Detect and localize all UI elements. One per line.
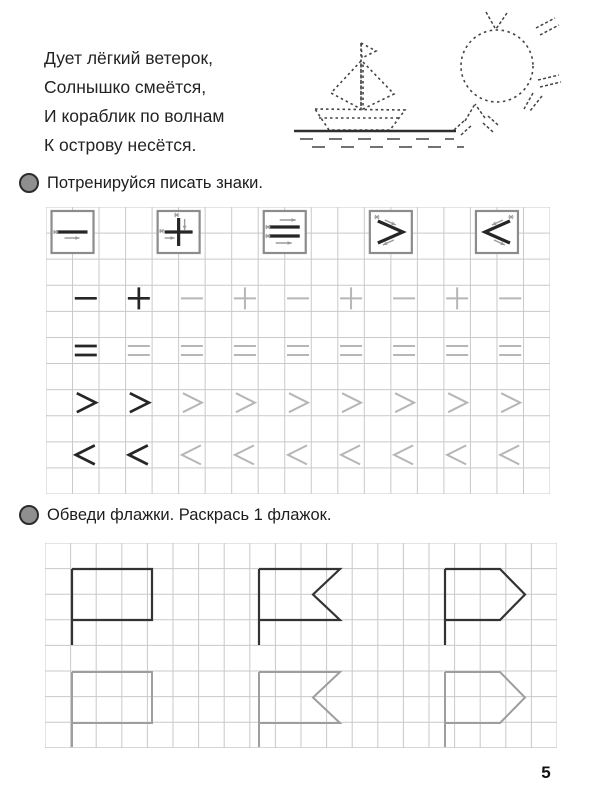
- task-2-header: [19, 505, 331, 525]
- task-2-label: Обведи флажки. Раскрась 1 флажок.: [47, 505, 332, 524]
- sailboat-sun-tracing-illustration: [288, 5, 573, 167]
- page-number: 5: [541, 763, 551, 782]
- poem-line: Дует лёгкий ветерок,: [44, 48, 214, 68]
- poem-line: Солнышко смеётся,: [44, 77, 207, 97]
- practice-signs-grid: [46, 207, 550, 494]
- poem: [44, 44, 224, 160]
- poem-line: К острову несётся.: [44, 135, 197, 155]
- task-1-label: Потренируйся писать знаки.: [47, 173, 263, 192]
- task-1-header: [19, 173, 263, 193]
- task-bullet-icon: [19, 173, 39, 193]
- task-bullet-icon: [19, 505, 39, 525]
- flags-tracing-grid: [45, 543, 557, 748]
- poem-line: И кораблик по волнам: [44, 106, 225, 126]
